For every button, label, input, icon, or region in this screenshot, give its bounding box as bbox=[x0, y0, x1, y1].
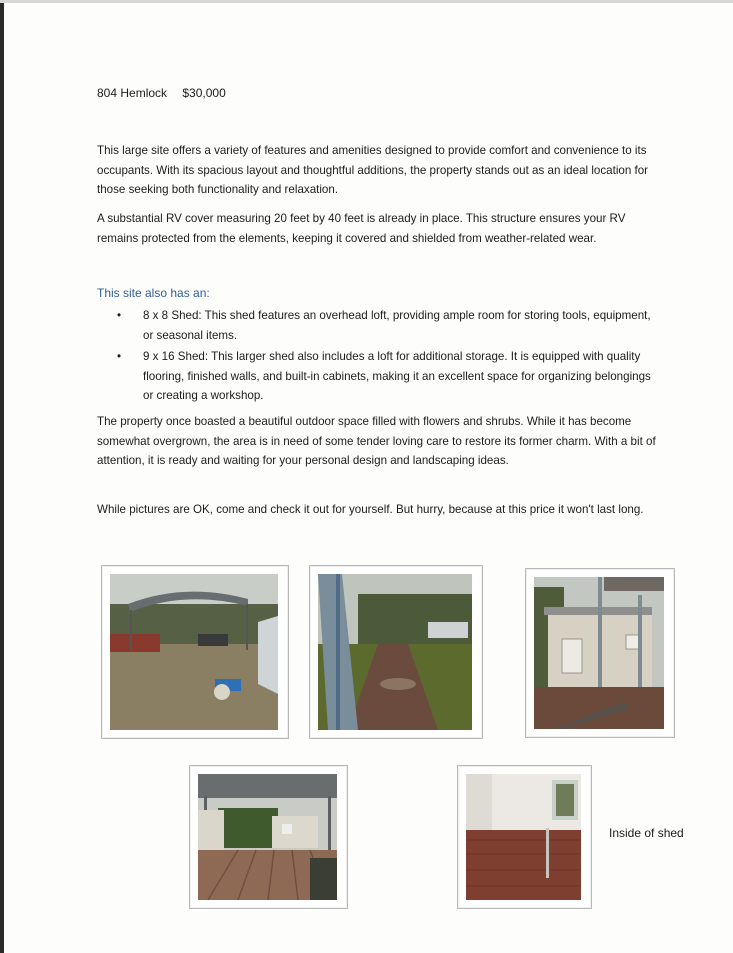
feature-item-small-shed bbox=[97, 306, 662, 345]
photo-deck-view bbox=[189, 765, 348, 909]
features-list bbox=[97, 306, 662, 408]
shed-interior-photo-image bbox=[466, 774, 581, 900]
listing-price: $30,000 bbox=[182, 86, 226, 100]
rv-cover-paragraph: A substantial RV cover measuring 20 feet by 40 feet is already in place. This structure ensures your RV remains protected from the elements, keeping it covered and shielded from weather-related wear. bbox=[97, 212, 626, 245]
photo-shed-interior bbox=[457, 765, 592, 909]
shed-photo-caption: Inside of shed bbox=[609, 826, 684, 840]
rv-cover-photo-image bbox=[110, 574, 278, 730]
scan-edge-top bbox=[0, 0, 733, 3]
photo-overgrown-side bbox=[309, 565, 483, 739]
closing-paragraph: While pictures are OK, come and check it out for yourself. But hurry, because at this price it won't last long. bbox=[97, 503, 644, 516]
landscaping-paragraph: The property once boasted a beautiful outdoor space filled with flowers and shrubs. While it has become somewhat overgrown, the area is in need of some tender loving care to restore its former charm. With a bit of attention, it is ready and waiting for your personal design and landscaping ideas. bbox=[97, 415, 656, 467]
scan-edge bbox=[0, 0, 4, 953]
listing-address: 804 Hemlock bbox=[97, 86, 168, 100]
feature-item-large-shed bbox=[97, 347, 662, 406]
bullet-icon: • bbox=[117, 309, 122, 322]
feature-text: 9 x 16 Shed: This larger shed also includes a loft for additional storage. It is equipped with quality flooring, finished walls, and built-in cabinets, making it an excellent space for organizing belongings or creating a workshop. bbox=[143, 350, 651, 402]
features-heading: This site also has an: bbox=[97, 286, 210, 300]
bullet-icon: • bbox=[117, 350, 122, 363]
photo-rv-cover bbox=[101, 565, 289, 739]
deck-view-photo-image bbox=[198, 774, 337, 900]
photo-shed-exterior bbox=[525, 568, 675, 738]
listing-title bbox=[97, 84, 226, 104]
feature-text: 8 x 8 Shed: This shed features an overhead loft, providing ample room for storing tools, equipment, or seasonal items. bbox=[143, 309, 651, 342]
overgrown-photo-image bbox=[318, 574, 472, 730]
intro-paragraph: This large site offers a variety of features and amenities designed to provide comfort and convenience to its occupants. With its spacious layout and thoughtful additions, the property stands out as an ideal location for those seeking both functionality and relaxation. bbox=[97, 144, 649, 196]
shed-exterior-photo-image bbox=[534, 577, 664, 729]
